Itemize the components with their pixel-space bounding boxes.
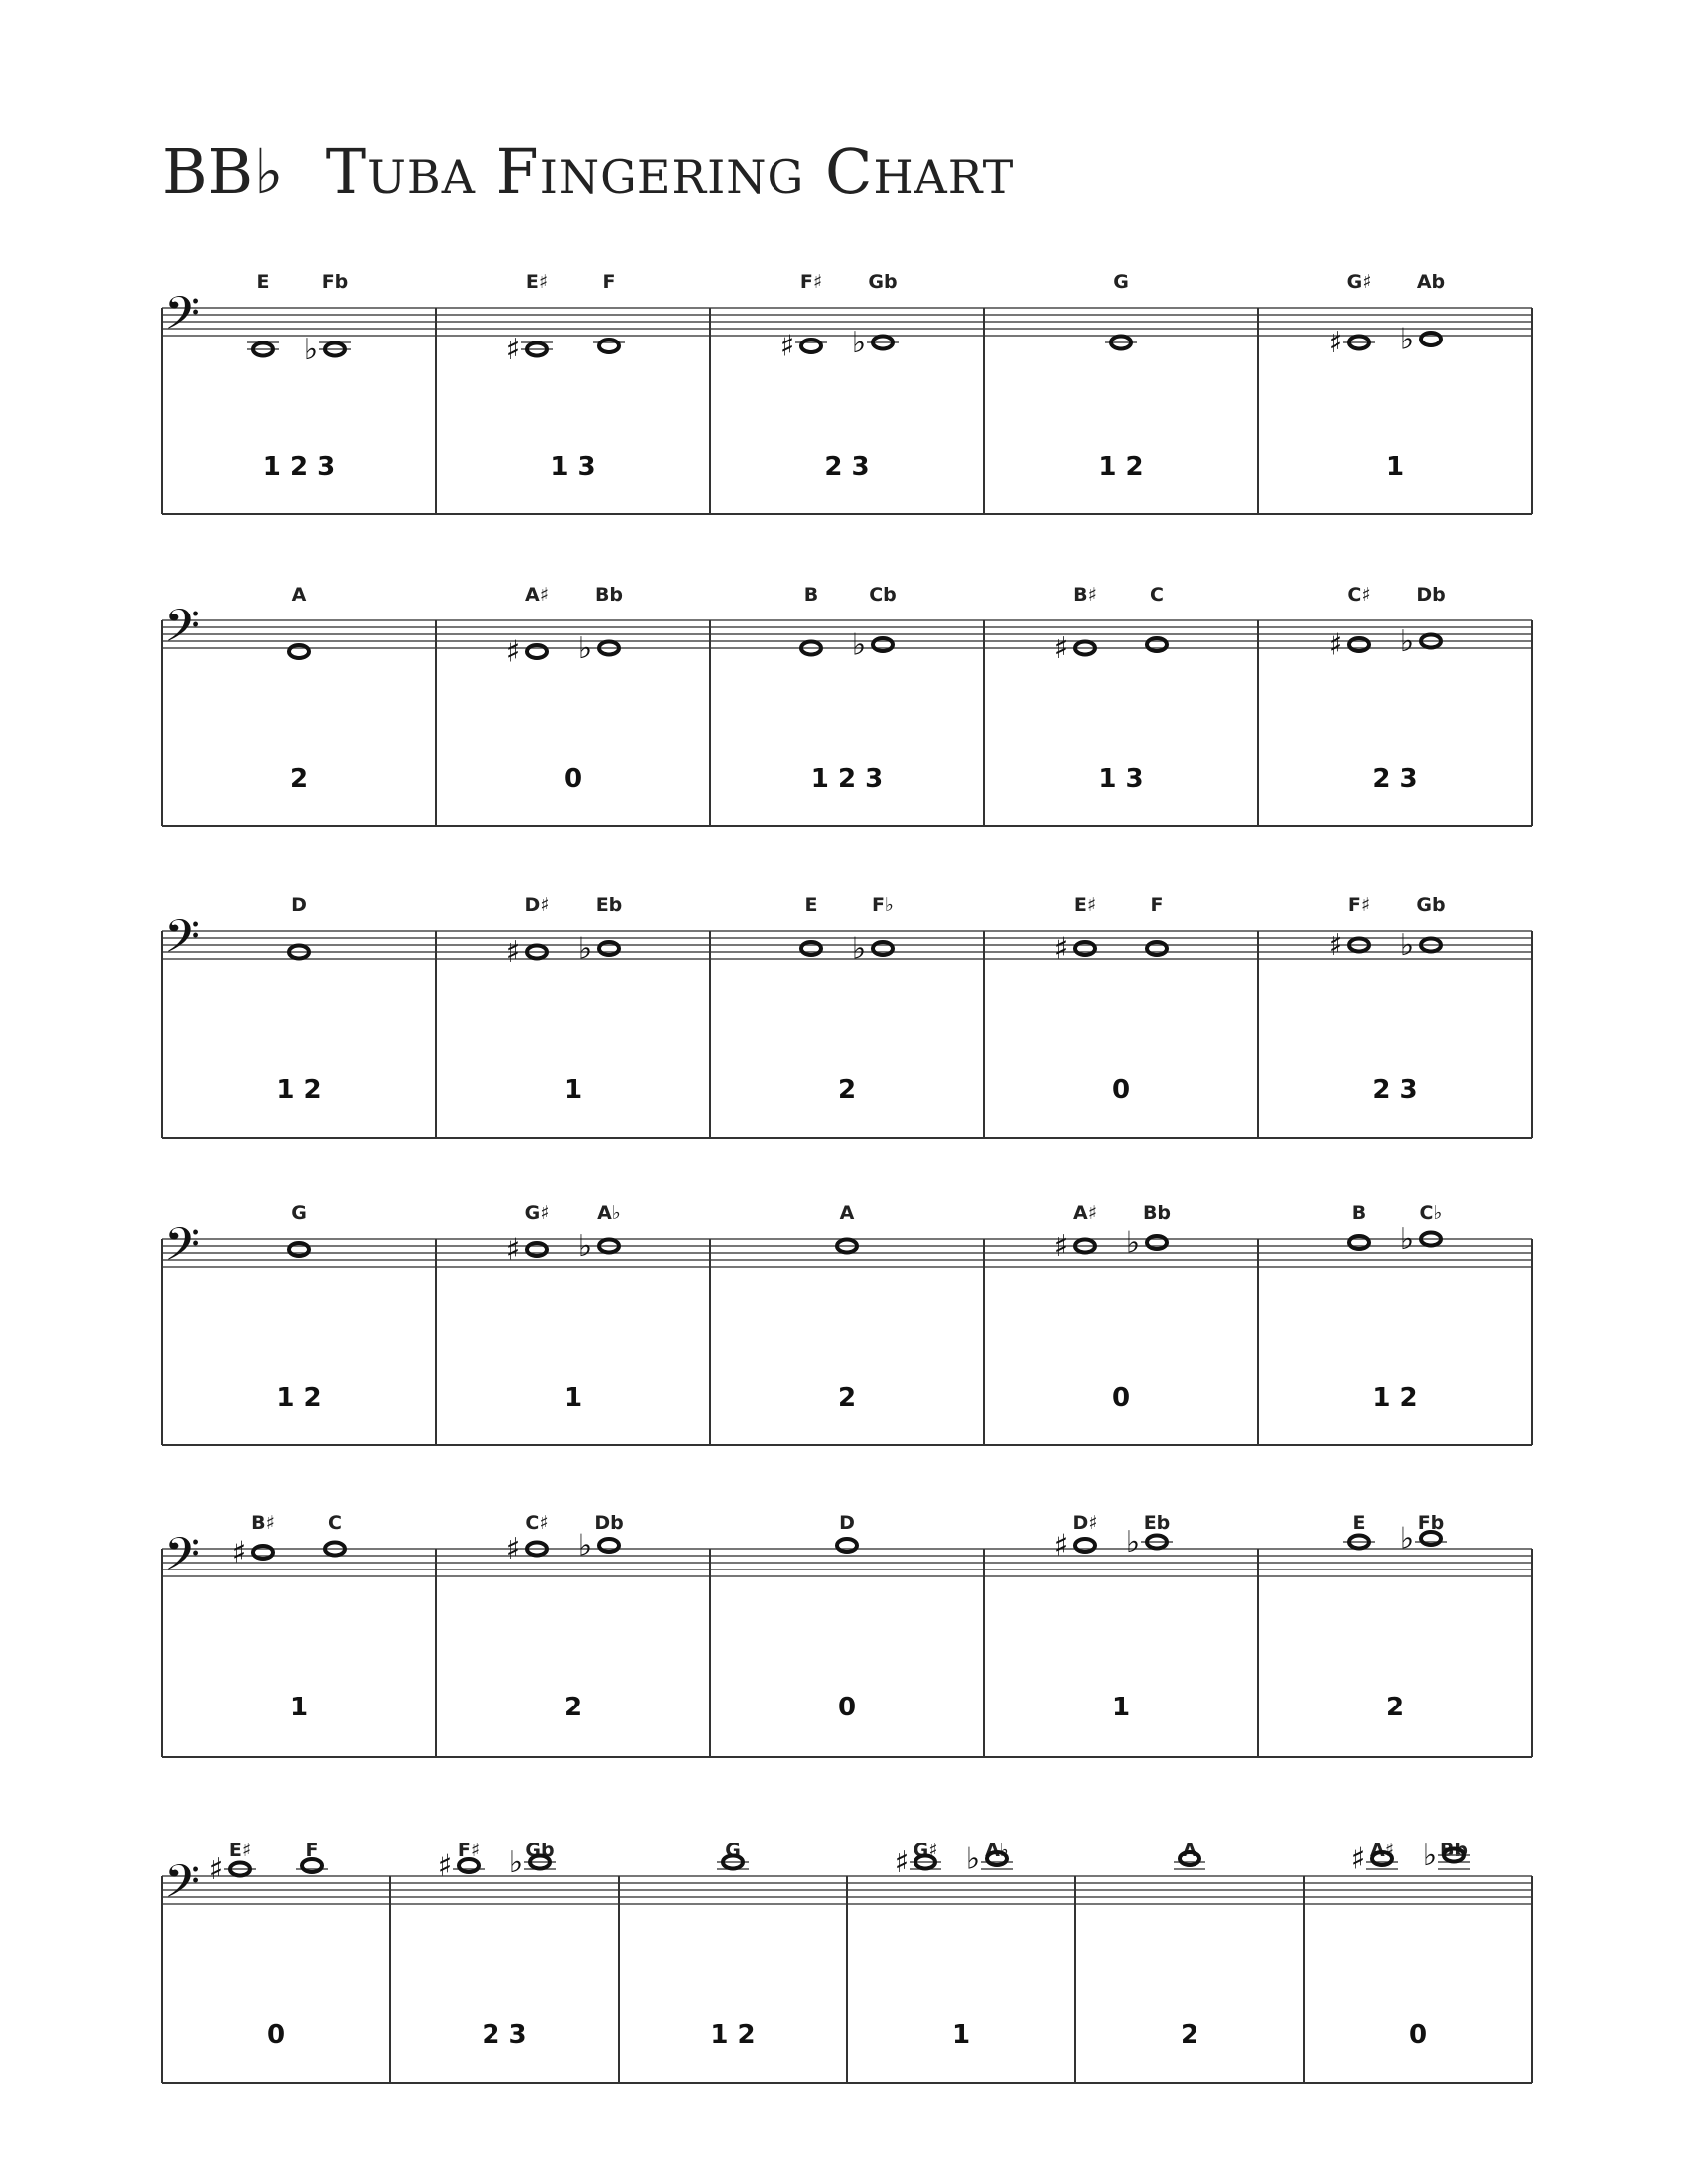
- whole-note-icon: [837, 1539, 857, 1552]
- valve-fingering: 0: [1408, 2020, 1428, 2050]
- flat-icon: ♭: [508, 1845, 524, 1880]
- chart-row: [162, 584, 1532, 826]
- note-name-label: A: [291, 584, 307, 606]
- note-name-label: G♯: [913, 1840, 938, 1861]
- valve-fingering: 2 3: [824, 452, 870, 481]
- note-name-label: Gb: [1416, 894, 1446, 916]
- sharp-icon: ♯: [1054, 631, 1069, 666]
- valve-fingering: 1: [951, 2020, 971, 2050]
- note-name-label: F: [305, 1840, 319, 1861]
- note-name-label: B♯: [251, 1512, 275, 1534]
- whole-note-icon: [253, 1546, 273, 1559]
- note-name-label: Fb: [321, 271, 349, 293]
- fingering-cell: [276, 894, 321, 1105]
- note-name-label: C♯: [525, 1512, 549, 1534]
- fingering-cell: [210, 1840, 328, 2050]
- sharp-icon: ♯: [437, 1848, 453, 1884]
- whole-note-icon: [289, 1243, 309, 1256]
- bass-clef-icon: 𝄢: [164, 600, 201, 664]
- bass-clef-icon: 𝄢: [164, 287, 201, 351]
- note-name-label: E: [804, 894, 818, 916]
- valve-fingering: 2: [837, 1075, 857, 1105]
- note-name-label: F: [602, 271, 616, 293]
- whole-note-icon: [1147, 942, 1167, 955]
- whole-note-icon: [801, 340, 821, 352]
- flat-icon: ♭: [303, 333, 319, 367]
- flat-icon: ♭: [1422, 1839, 1438, 1873]
- chart-row: [162, 1512, 1532, 1757]
- valve-fingering: 1 2: [276, 1075, 322, 1105]
- note-name-label: A♭: [985, 1840, 1009, 1861]
- flat-icon: ♭: [851, 931, 867, 967]
- note-name-label: Ab: [1416, 271, 1446, 293]
- note-name-label: E♯: [1073, 894, 1097, 916]
- sharp-icon: ♯: [1350, 1842, 1366, 1877]
- whole-note-icon: [1075, 942, 1095, 955]
- note-name-label: Bb: [594, 584, 624, 606]
- valve-fingering: 1 2: [1372, 1383, 1418, 1413]
- valve-fingering: 1 2: [1098, 452, 1144, 481]
- valve-fingering: 1 3: [1098, 764, 1144, 794]
- note-name-label: A♯: [1073, 1202, 1097, 1224]
- flat-icon: ♭: [577, 1229, 593, 1264]
- note-name-label: Gb: [868, 271, 898, 293]
- note-name-label: B♯: [1073, 584, 1097, 606]
- valve-fingering: 0: [837, 1693, 857, 1722]
- note-name-label: A: [839, 1202, 855, 1224]
- valve-fingering: 0: [266, 2020, 286, 2050]
- flat-icon: ♭: [1399, 624, 1415, 659]
- whole-note-icon: [527, 645, 547, 658]
- note-name-label: E♯: [228, 1840, 252, 1861]
- note-name-label: Fb: [1417, 1512, 1445, 1534]
- flat-icon: ♭: [1399, 1222, 1415, 1257]
- chart-row: [162, 1839, 1532, 2083]
- note-name-label: G: [1113, 271, 1129, 293]
- note-name-label: E: [1352, 1512, 1366, 1534]
- note-name-label: F♯: [457, 1840, 481, 1861]
- note-name-label: B: [803, 584, 819, 606]
- note-name-label: D: [291, 894, 307, 916]
- flat-icon: ♭: [1125, 1525, 1141, 1560]
- note-name-label: G: [291, 1202, 307, 1224]
- note-name-label: Gb: [525, 1840, 555, 1861]
- note-name-label: C: [1150, 584, 1164, 606]
- whole-note-icon: [302, 1859, 322, 1872]
- note-name-label: E: [256, 271, 270, 293]
- whole-note-icon: [1075, 1539, 1095, 1552]
- flat-icon: ♭: [965, 1842, 981, 1877]
- note-name-label: Bb: [1439, 1840, 1469, 1861]
- whole-note-icon: [289, 645, 309, 658]
- note-name-label: G: [725, 1840, 741, 1861]
- flat-icon: ♭: [851, 627, 867, 663]
- valve-fingering: 1 2 3: [262, 452, 336, 481]
- note-name-label: Db: [594, 1512, 624, 1534]
- flat-icon: ♭: [577, 1528, 593, 1564]
- flat-icon: ♭: [1399, 928, 1415, 963]
- valve-fingering: 1 3: [550, 452, 596, 481]
- bass-clef-icon: 𝄢: [164, 910, 201, 975]
- note-name-label: B: [1351, 1202, 1367, 1224]
- bass-clef-icon: 𝄢: [164, 1528, 201, 1592]
- whole-note-icon: [873, 942, 893, 955]
- note-name-label: F: [1150, 894, 1164, 916]
- sharp-icon: ♯: [505, 1232, 521, 1268]
- flat-icon: ♭: [577, 931, 593, 967]
- note-name-label: G♯: [524, 1202, 550, 1224]
- whole-note-icon: [1421, 333, 1441, 345]
- whole-note-icon: [527, 1243, 547, 1256]
- valve-fingering: 0: [1111, 1075, 1131, 1105]
- sharp-icon: ♯: [1054, 1528, 1069, 1564]
- whole-note-icon: [1349, 638, 1369, 651]
- sharp-icon: ♯: [1328, 627, 1343, 663]
- whole-note-icon: [1421, 1532, 1441, 1545]
- sharp-icon: ♯: [1054, 931, 1069, 967]
- note-name-label: A♯: [525, 584, 549, 606]
- valve-fingering: 2: [289, 764, 309, 794]
- note-name-label: Eb: [1143, 1512, 1171, 1534]
- title-prefix: BB♭: [162, 135, 285, 207]
- valve-fingering: 1: [1385, 452, 1405, 481]
- note-name-label: Eb: [595, 894, 623, 916]
- valve-fingering: 1 2 3: [810, 764, 884, 794]
- fingering-cell: [232, 1512, 345, 1722]
- flat-icon: ♭: [1399, 322, 1415, 357]
- flat-icon: ♭: [851, 326, 867, 360]
- fingering-cell: [247, 271, 351, 481]
- note-name-label: C♯: [1347, 584, 1371, 606]
- note-name-label: E♯: [525, 271, 549, 293]
- fingering-cell: [276, 1202, 321, 1413]
- note-name-label: Bb: [1142, 1202, 1172, 1224]
- valve-fingering: 1: [563, 1383, 583, 1413]
- flat-icon: ♭: [1125, 1225, 1141, 1261]
- flat-icon: ♭: [577, 631, 593, 666]
- note-name-label: F♯: [799, 271, 823, 293]
- sharp-icon: ♯: [209, 1852, 224, 1887]
- valve-fingering: 2 3: [482, 2020, 527, 2050]
- whole-note-icon: [599, 340, 619, 352]
- sharp-icon: ♯: [505, 333, 521, 367]
- whole-note-icon: [599, 1539, 619, 1552]
- note-name-label: Db: [1416, 584, 1446, 606]
- valve-fingering: 1: [1111, 1693, 1131, 1722]
- sharp-icon: ♯: [779, 329, 795, 364]
- note-name-label: D♯: [524, 894, 550, 916]
- fingering-cell: [289, 584, 309, 794]
- valve-fingering: 1: [563, 1075, 583, 1105]
- whole-note-icon: [1147, 1236, 1167, 1249]
- note-name-label: C: [328, 1512, 342, 1534]
- whole-note-icon: [1147, 638, 1167, 651]
- note-name-label: D♯: [1072, 1512, 1098, 1534]
- title-word-1: TUBA: [325, 135, 476, 207]
- valve-fingering: 1 2: [276, 1383, 322, 1413]
- note-name-label: D: [839, 1512, 855, 1534]
- note-name-label: F♭: [872, 894, 894, 916]
- valve-fingering: 0: [563, 764, 583, 794]
- note-name-label: C♭: [1419, 1202, 1443, 1224]
- sharp-icon: ♯: [505, 634, 521, 670]
- note-name-label: F♯: [1347, 894, 1371, 916]
- sharp-icon: ♯: [231, 1535, 247, 1570]
- note-name-label: G♯: [1346, 271, 1372, 293]
- whole-note-icon: [873, 638, 893, 651]
- valve-fingering: 0: [1111, 1383, 1131, 1413]
- whole-note-icon: [599, 942, 619, 955]
- sharp-icon: ♯: [1328, 928, 1343, 963]
- sharp-icon: ♯: [894, 1845, 910, 1880]
- chart-row: [162, 1202, 1532, 1445]
- sharp-icon: ♯: [505, 935, 521, 970]
- whole-note-icon: [801, 942, 821, 955]
- whole-note-icon: [459, 1859, 479, 1872]
- valve-fingering: 1: [289, 1693, 309, 1722]
- title-word-2: FINGERING: [495, 135, 805, 207]
- valve-fingering: 1 2: [710, 2020, 756, 2050]
- bass-clef-icon: 𝄢: [164, 1218, 201, 1283]
- sharp-icon: ♯: [1054, 1229, 1069, 1264]
- valve-fingering: 2: [837, 1383, 857, 1413]
- valve-fingering: 2: [1385, 1693, 1405, 1722]
- sharp-icon: ♯: [1328, 326, 1343, 360]
- valve-fingering: 2: [563, 1693, 583, 1722]
- chart-row: [162, 894, 1532, 1138]
- note-name-label: A: [1182, 1840, 1197, 1861]
- valve-fingering: 2 3: [1372, 1075, 1418, 1105]
- bass-clef-icon: 𝄢: [164, 1855, 201, 1920]
- valve-fingering: 2 3: [1372, 764, 1418, 794]
- note-name-label: A♯: [1370, 1840, 1394, 1861]
- valve-fingering: 2: [1180, 2020, 1199, 2050]
- fingering-cell: [1304, 1839, 1470, 2083]
- sharp-icon: ♯: [505, 1532, 521, 1567]
- note-name-label: Cb: [869, 584, 897, 606]
- chart-row: [162, 271, 1532, 514]
- flat-icon: ♭: [1399, 1521, 1415, 1557]
- note-name-label: A♭: [597, 1202, 621, 1224]
- title-word-3: CHART: [824, 135, 1015, 207]
- whole-note-icon: [1349, 1236, 1369, 1249]
